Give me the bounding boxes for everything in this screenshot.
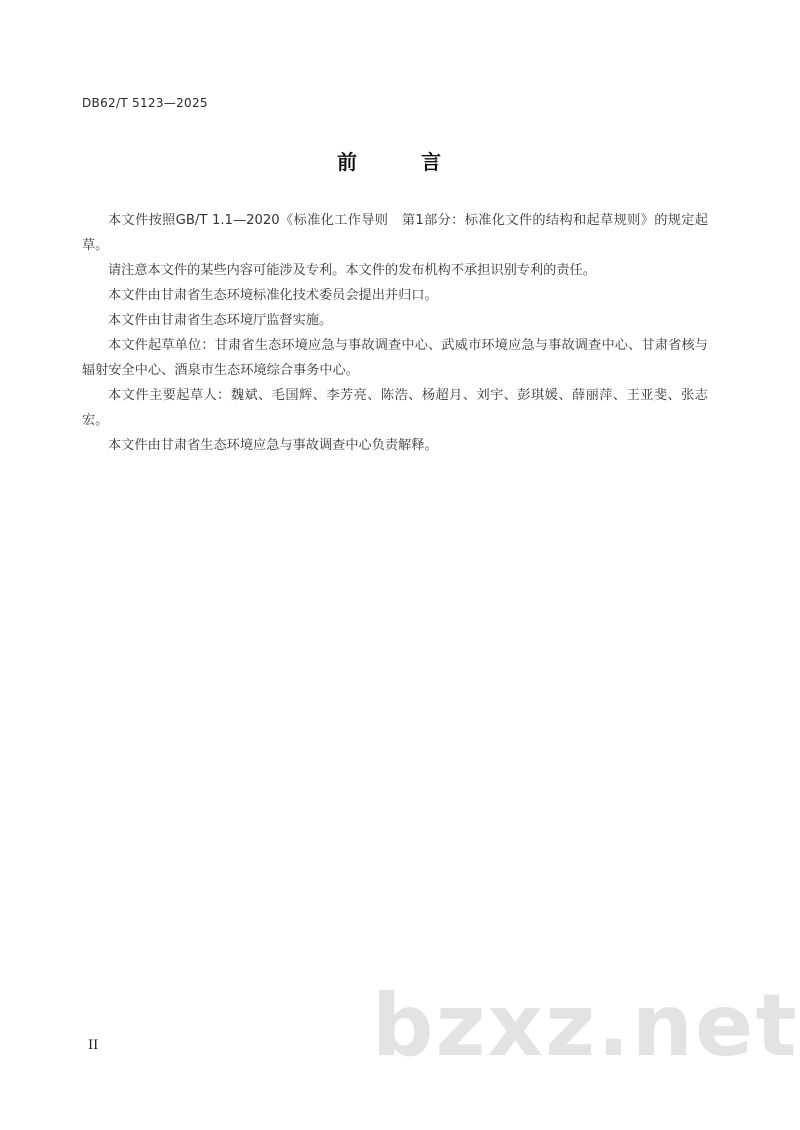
watermark: bzxz.net xyxy=(372,976,799,1076)
paragraph-drafting-units: 本文件起草单位：甘肃省生态环境应急与事故调查中心、武威市环境应急与事故调查中心、甘肃省核与辐射安全中心、酒泉市生态环境综合事务中心。 xyxy=(82,338,708,378)
paragraph-drafting-rules: 本文件按照GB/T 1.1—2020《标准化工作导则 第1部分：标准化文件的结构和起草规则》的规定起草。 xyxy=(82,213,708,253)
document-code: DB62/T 5123—2025 xyxy=(82,96,208,110)
paragraph-patent-notice: 请注意本文件的某些内容可能涉及专利。本文件的发布机构不承担识别专利的责任。 xyxy=(108,263,596,278)
page-number: II xyxy=(88,1038,99,1053)
preface-body xyxy=(82,208,708,458)
paragraph-drafters: 本文件主要起草人：魏斌、毛国辉、李芳亮、陈浩、杨超月、刘宇、彭琪媛、薛丽萍、王亚斐、张志宏。 xyxy=(82,388,708,428)
page-title: 前 言 xyxy=(337,150,463,174)
paragraph-interpretation: 本文件由甘肃省生态环境应急与事故调查中心负责解释。 xyxy=(108,438,438,453)
paragraph-proposer: 本文件由甘肃省生态环境标准化技术委员会提出并归口。 xyxy=(108,288,438,303)
paragraph-supervisor: 本文件由甘肃省生态环境厅监督实施。 xyxy=(108,313,333,328)
